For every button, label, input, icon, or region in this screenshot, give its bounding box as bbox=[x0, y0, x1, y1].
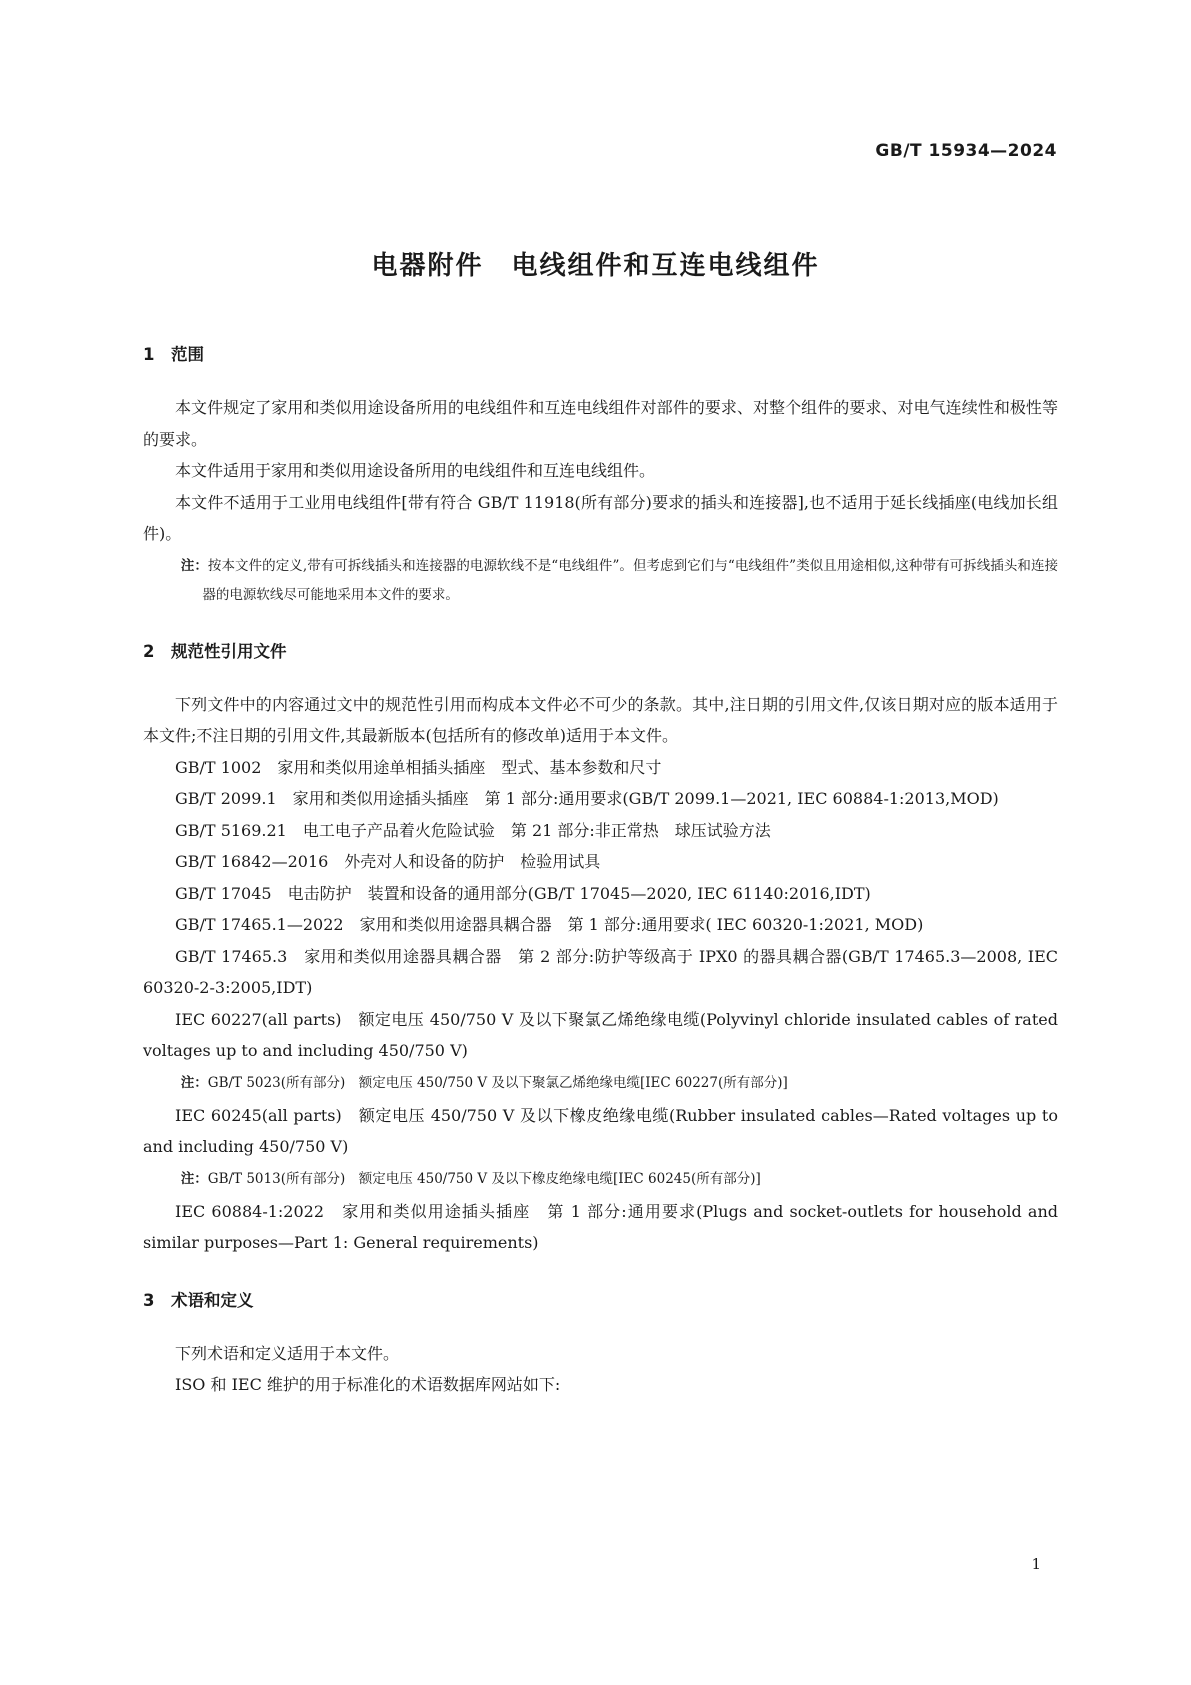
note-text: GB/T 5023(所有部分) 额定电压 450/750 V 及以下聚氯乙烯绝缘电缆[IEC 60227(所有部分)] bbox=[207, 1074, 788, 1091]
standard-code: GB/T 15934—2024 bbox=[875, 141, 1057, 161]
paragraph: 下列文件中的内容通过文中的规范性引用而构成本文件必不可少的条款。其中,注日期的引用文件,仅该日期对应的版本适用于本文件;不注日期的引用文件,其最新版本(包括所有的修改单)适用于本文件。 bbox=[143, 694, 1058, 745]
paragraph: GB/T 16842—2016 外壳对人和设备的防护 检验用试具 bbox=[175, 852, 601, 871]
paragraph: IEC 60227(all parts) 额定电压 450/750 V 及以下聚氯乙烯绝缘电缆(Polyvinyl chloride insulated cables of rated voltages up to and including 450/750 V) bbox=[143, 1009, 1058, 1060]
section-body bbox=[143, 1338, 1058, 1401]
section-1 bbox=[143, 344, 1058, 610]
note-text: 按本文件的定义,带有可拆线插头和连接器的电源软线不是“电线组件”。但考虑到它们与“电线组件”类似且用途相似,这种带有可拆线插头和连接器的电源软线尽可能地采用本文件的要求。 bbox=[202, 557, 1059, 603]
document-body bbox=[143, 344, 1058, 1401]
paragraph: IEC 60245(all parts) 额定电压 450/750 V 及以下橡皮绝缘电缆(Rubber insulated cables—Rated voltages up to and including 450/750 V) bbox=[143, 1105, 1058, 1156]
page-number: 1 bbox=[1031, 1555, 1041, 1573]
section-3 bbox=[143, 1290, 1058, 1401]
paragraph: GB/T 5169.21 电工电子产品着火危险试验 第 21 部分:非正常热 球压试验方法 bbox=[175, 820, 771, 840]
paragraph: 本文件不适用于工业用电线组件[带有符合 GB/T 11918(所有部分)要求的插头和连接器],也不适用于延长线插座(电线加长组件)。 bbox=[143, 492, 1058, 543]
section-heading: 2 规范性引用文件 bbox=[143, 641, 287, 661]
section-body bbox=[143, 689, 1058, 1259]
section-heading: 1 范围 bbox=[143, 345, 204, 364]
paragraph: GB/T 17465.1—2022 家用和类似用途器具耦合器 第 1 部分:通用要求( IEC 60320-1:2021, MOD) bbox=[175, 915, 924, 934]
note-text: GB/T 5013(所有部分) 额定电压 450/750 V 及以下橡皮绝缘电缆[IEC 60245(所有部分)] bbox=[207, 1170, 761, 1187]
note-label: 注： bbox=[180, 1170, 208, 1187]
note bbox=[170, 552, 1058, 610]
paragraph: 本文件规定了家用和类似用途设备所用的电线组件和互连电线组件对部件的要求、对整个组件的要求、对电气连续性和极性等的要求。 bbox=[143, 398, 1058, 449]
document-title: 电器附件 电线组件和互连电线组件 bbox=[371, 251, 820, 281]
paragraph: 下列术语和定义适用于本文件。 bbox=[175, 1343, 400, 1363]
paragraph: ISO 和 IEC 维护的用于标准化的术语数据库网站如下: bbox=[175, 1375, 561, 1394]
paragraph: GB/T 1002 家用和类似用途单相插头插座 型式、基本参数和尺寸 bbox=[175, 757, 662, 777]
paragraph: GB/T 17045 电击防护 装置和设备的通用部分(GB/T 17045—2020, IEC 61140:2016,IDT) bbox=[175, 883, 871, 903]
section-heading: 3 术语和定义 bbox=[143, 1290, 254, 1310]
paragraph: 本文件适用于家用和类似用途设备所用的电线组件和互连电线组件。 bbox=[175, 461, 656, 480]
section-2 bbox=[143, 641, 1058, 1259]
section-body bbox=[143, 392, 1058, 610]
note-label: 注： bbox=[180, 557, 208, 574]
note-label: 注： bbox=[180, 1074, 208, 1091]
paragraph: GB/T 17465.3 家用和类似用途器具耦合器 第 2 部分:防护等级高于 IPX0 的器具耦合器(GB/T 17465.3—2008, IEC 60320-2-3:2005,IDT) bbox=[143, 946, 1058, 997]
paragraph: GB/T 2099.1 家用和类似用途插头插座 第 1 部分:通用要求(GB/T 2099.1—2021, IEC 60884-1:2013,MOD) bbox=[175, 789, 999, 808]
note bbox=[170, 1165, 1058, 1194]
note bbox=[170, 1069, 1058, 1098]
paragraph: IEC 60884-1:2022 家用和类似用途插头插座 第 1 部分:通用要求(Plugs and socket-outlets for household and similar purposes—Part 1: General requirements) bbox=[143, 1201, 1058, 1252]
